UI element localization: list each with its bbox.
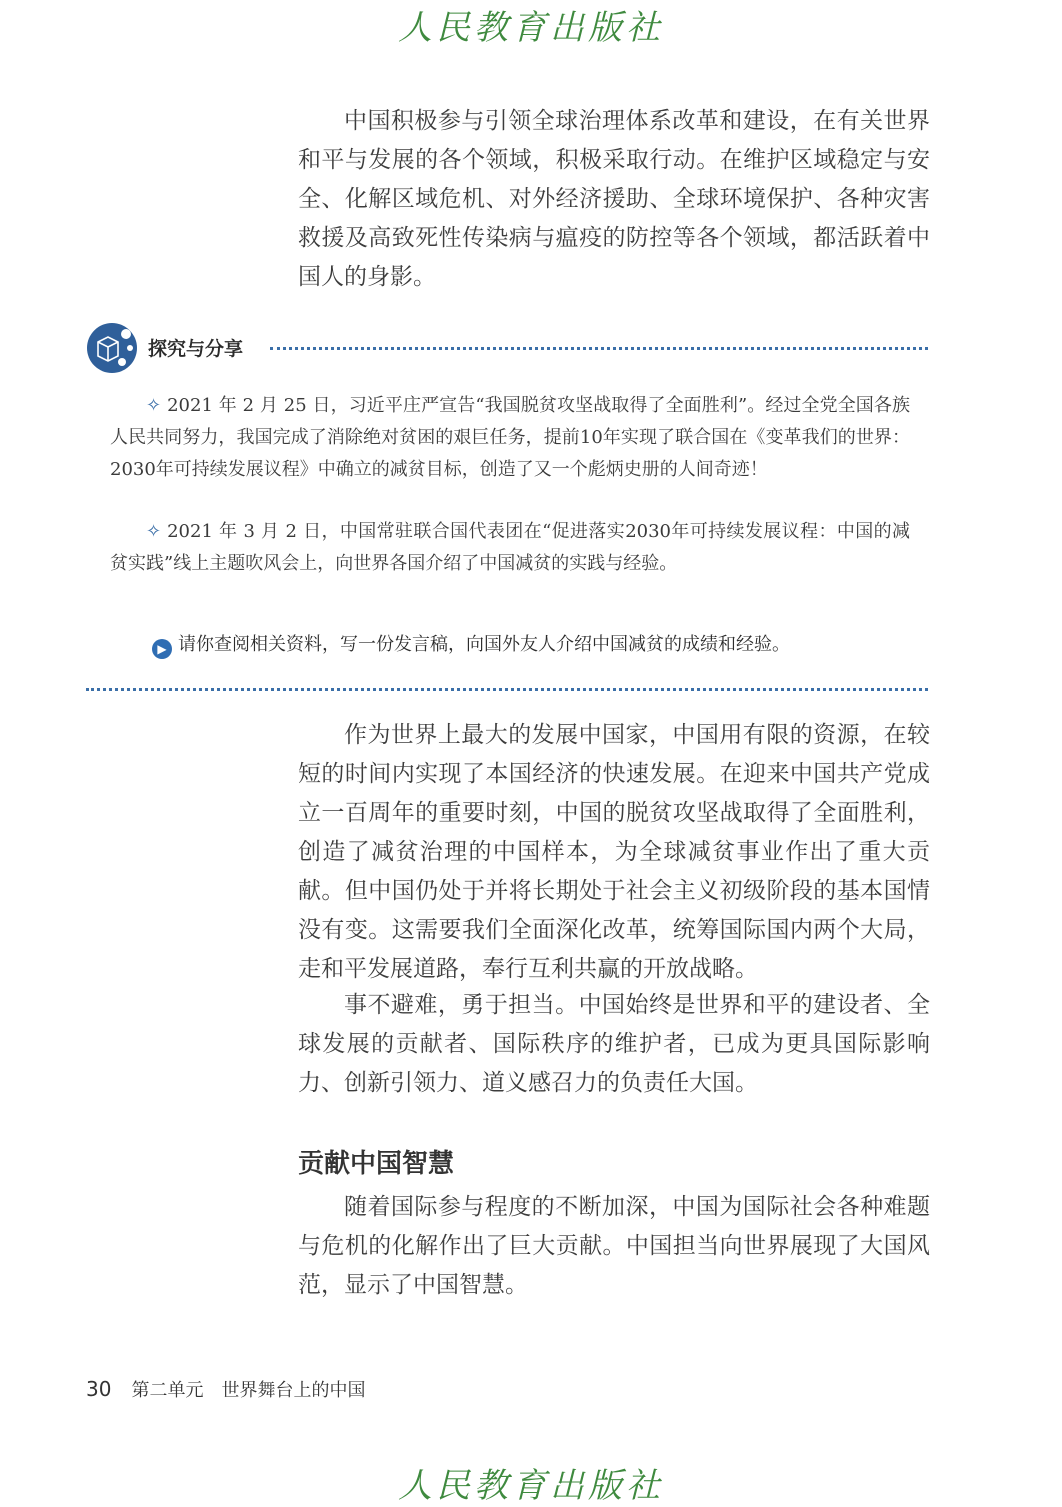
page-number: 30: [86, 1377, 112, 1401]
explore-item-1-text: 2021 年 2 月 25 日，习近平庄严宣告“我国脱贫攻坚战取得了全面胜利”。经过全党全国各族人民共同努力，我国完成了消除绝对贫困的艰巨任务，提前10年实现了联合国在《变革我们的世界：2030年可持续发展议程》中确立的减贫目标，创造了又一个彪炳史册的人间奇迹！: [110, 395, 910, 480]
page-footer: [86, 1376, 365, 1402]
box-bottom-divider: [86, 688, 928, 691]
publisher-watermark-bottom: 人民教育出版社: [398, 1466, 664, 1506]
explore-item-2: [110, 516, 910, 580]
explore-task-text: 请你查阅相关资料，写一份发言稿，向国外友人介绍中国减贫的成绩和经验。: [178, 634, 790, 655]
explore-share-title: 探究与分享: [148, 338, 244, 360]
explore-task: [152, 630, 790, 659]
section-heading: 贡献中国智慧: [298, 1149, 455, 1179]
explore-share-icon: [86, 322, 138, 374]
explore-item-2-text: 2021 年 3 月 2 日，中国常驻联合国代表团在“促进落实2030年可持续发展议程：中国的减贫实践”线上主题吹风会上，向世界各国介绍了中国减贫的实践与经验。: [110, 521, 910, 574]
box-top-divider: [270, 347, 928, 350]
paragraph-development: 作为世界上最大的发展中国家，中国用有限的资源，在较短的时间内实现了本国经济的快速发展。在迎来中国共产党成立一百周年的重要时刻，中国的脱贫攻坚战取得了全面胜利，创造了减贫治理的中国样本，为全球减贫事业作出了重大贡献。但中国仍处于并将长期处于社会主义初级阶段的基本国情没有变。这需要我们全面深化改革，统筹国际国内两个大局，走和平发展道路，奉行互利共赢的开放战略。: [298, 722, 930, 982]
paragraph-global-governance: 中国积极参与引领全球治理体系改革和建设，在有关世界和平与发展的各个领域，积极采取行动。在维护区域稳定与安全、化解区域危机、对外经济援助、全球环境保护、各种灾害救援及高致死性传染病与瘟疫的防控等各个领域，都活跃着中国人的身影。: [298, 108, 930, 290]
paragraph-chinese-wisdom: 随着国际参与程度的不断加深，中国为国际社会各种难题与危机的化解作出了巨大贡献。中国担当向世界展现了大国风范，显示了中国智慧。: [298, 1194, 930, 1298]
explore-item-1: [110, 390, 910, 486]
unit-title: 世界舞台上的中国: [221, 1380, 366, 1401]
unit-label: 第二单元: [131, 1380, 204, 1401]
paragraph-responsibility: 事不避难，勇于担当。中国始终是世界和平的建设者、全球发展的贡献者、国际秩序的维护者，已成为更具国际影响力、创新引领力、道义感召力的负责任大国。: [298, 992, 930, 1096]
arrow-right-circle-icon: ▶: [152, 639, 172, 659]
publisher-watermark-top: 人民教育出版社: [398, 8, 664, 48]
diamond-bullet-icon: ✧: [146, 521, 162, 542]
diamond-bullet-icon: ✧: [146, 395, 162, 416]
